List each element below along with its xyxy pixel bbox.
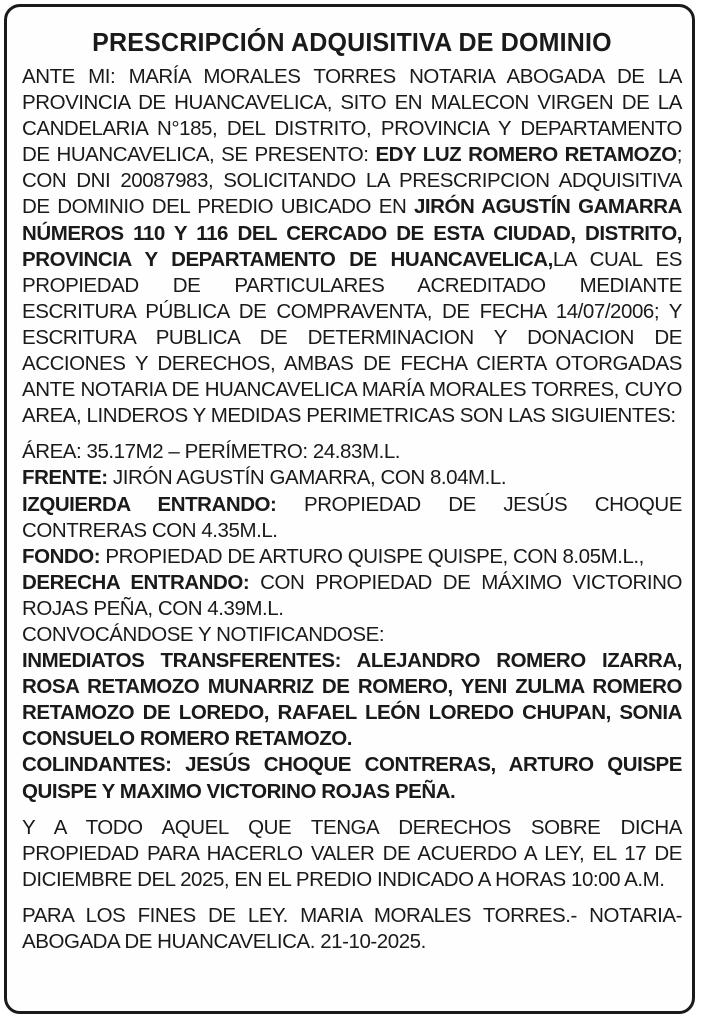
fondo-line [22, 544, 682, 570]
notice-content [22, 28, 682, 955]
derecha-line [22, 570, 682, 622]
colindantes-text: COLINDANTES: JESÚS CHOQUE CONTRERAS, ARTURO QUISPE QUISPE Y MAXIMO VICTORINO ROJAS PEÑA. [22, 753, 682, 803]
spacer [22, 893, 682, 903]
frente-label: FRENTE: [22, 466, 108, 490]
fondo-label: FONDO: [22, 544, 101, 568]
izquierda-label: IZQUIERDA ENTRANDO: [22, 492, 277, 516]
izquierda-text: PROPIEDAD DE JESÚS CHOQUE CONTRERAS CON 4.35M.L. [22, 492, 682, 542]
transferentes-text: INMEDIATOS TRANSFERENTES: ALEJANDRO ROMERO IZARRA, ROSA RETAMOZO MUNARRIZ DE ROMERO, YENI ZULMA ROMERO RETAMOZO DE LOREDO, RAFAEL LEÓN LOREDO CHUPAN, SONIA CONSUELO ROMERO RETAMOZO. [22, 649, 682, 751]
frente-text: JIRÓN AGUSTÍN GAMARRA, CON 8.04M.L. [107, 466, 507, 490]
intro-text-1: ANTE MI: MARÍA MORALES TORRES NOTARIA ABOGADA DE LA PROVINCIA DE HUANCAVELICA, SITO EN MALECON VIRGEN DE LA CANDELARIA N°185, DEL DISTRITO, PROVINCIA Y DEPARTAMENTO DE HUANCAVELICA, SE PRESENTO: [22, 65, 682, 167]
spacer [22, 429, 682, 439]
derecha-label: DERECHA ENTRANDO: [22, 570, 250, 594]
convocando-line: CONVOCÁNDOSE Y NOTIFICANDOSE: [22, 622, 385, 646]
notice-body [22, 64, 682, 955]
colindantes-paragraph [22, 752, 682, 804]
property-location: JIRÓN AGUSTÍN GAMARRA NÚMEROS 110 Y 116 DEL CERCADO DE ESTA CIUDAD, DISTRITO, PROVINCIA Y DEPARTAMENTO DE HUANCAVELICA, [22, 195, 682, 271]
intro-text-3: LA CUAL ES PROPIEDAD DE PARTICULARES ACREDITADO MEDIANTE ESCRITURA PÚBLICA DE COMPRAVENTA, DE FECHA 14/07/2006; Y ESCRITURA PUBLICA DE DETERMINACION Y DONACION DE ACCIONES Y DERECHOS, AMBAS DE FECHA CIERTA OTORGADAS ANTE NOTARIA DE HUANCAVELICA MARÍA MORALES TORRES, CUYO AREA, LINDEROS Y MEDIDAS PERIMETRICAS SON LAS SIGUIENTES: [22, 247, 682, 428]
todo-aquel-paragraph: Y A TODO AQUEL QUE TENGA DERECHOS SOBRE DICHA PROPIEDAD PARA HACERLO VALER DE ACUERDO A LEY, EL 17 DE DICIEMBRE DEL 2025, EN EL PREDIO INDICADO A HORAS 10:00 A.M. [22, 815, 682, 891]
frente-line [22, 465, 682, 491]
fondo-text: PROPIEDAD DE ARTURO QUISPE QUISPE, CON 8.05M.L., [100, 544, 644, 568]
intro-text-2: ; CON DNI 20087983, SOLICITANDO LA PRESCRIPCION ADQUISITIVA DE DOMINIO DEL PREDIO UBICADO EN [22, 143, 682, 219]
intro-paragraph [22, 64, 682, 429]
spacer [22, 805, 682, 815]
notice-title: PRESCRIPCIÓN ADQUISITIVA DE DOMINIO [92, 29, 612, 57]
izquierda-line [22, 492, 682, 544]
applicant-name: EDY LUZ ROMERO RETAMOZO [375, 143, 677, 167]
derecha-text: CON PROPIEDAD DE MÁXIMO VICTORINO ROJAS PEÑA, CON 4.39M.L. [22, 570, 682, 620]
closing-paragraph: PARA LOS FINES DE LEY. MARIA MORALES TORRES.- NOTARIA-ABOGADA DE HUANCAVELICA. 21-10-2025. [22, 903, 682, 953]
transferentes-paragraph [22, 648, 682, 752]
area-line: ÁREA: 35.17M2 – PERÍMETRO: 24.83M.L. [22, 440, 401, 464]
